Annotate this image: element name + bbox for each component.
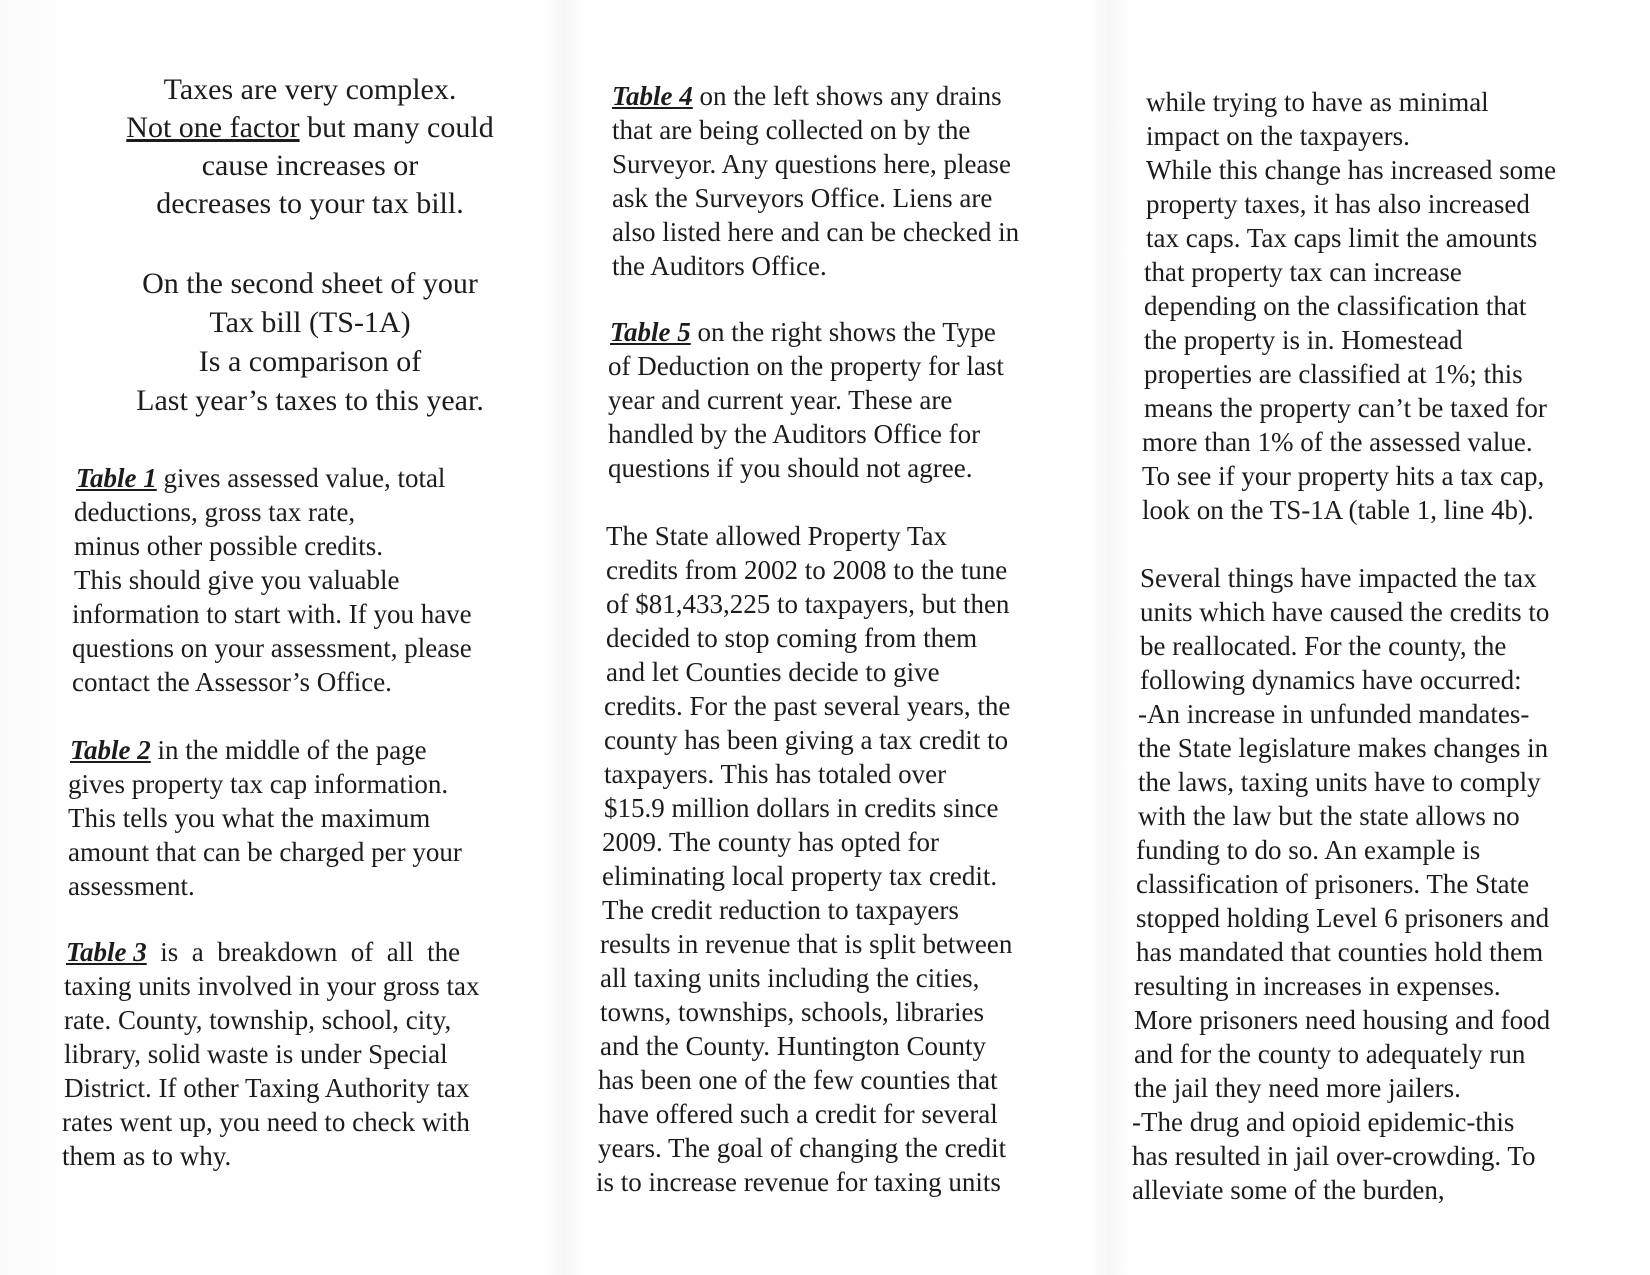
paragraph-line: be reallocated. For the county, the [1140, 631, 1507, 661]
intro-text: Taxes are very complex. [163, 73, 457, 106]
paragraph-line [612, 80, 1002, 112]
paragraph-line: properties are classified at 1%; this [1144, 359, 1523, 389]
paragraph-line: library, solid waste is under Special [64, 1039, 448, 1069]
paragraph-line: stopped holding Level 6 prisoners and [1136, 903, 1550, 933]
paragraph-line: years. The goal of changing the credit [598, 1133, 1007, 1163]
paragraph-line: While this change has increased some [1146, 155, 1557, 185]
table4-label: Table 4 [612, 81, 693, 111]
second-sheet-line: Last year’s taxes to this year. [136, 384, 484, 417]
table3-label: Table 3 [66, 937, 147, 967]
paragraph-line: decided to stop coming from them [606, 623, 978, 653]
paragraph-line: questions if you should not agree. [608, 453, 973, 483]
paragraph-line: following dynamics have occurred: [1140, 665, 1522, 695]
paragraph-line: taxpayers. This has totaled over [604, 759, 947, 789]
paragraph-text: is a breakdown of all the [146, 937, 461, 967]
paragraph-line: has been one of the few counties that [598, 1065, 998, 1095]
paragraph-line: credits. For the past several years, the [604, 691, 1011, 721]
paragraph-line: of Deduction on the property for last [608, 351, 1004, 381]
paragraph-line: has mandated that counties hold them [1136, 937, 1544, 967]
paragraph-line: year and current year. These are [608, 385, 953, 415]
paragraph-line: -The drug and opioid epidemic-this [1132, 1107, 1515, 1137]
paragraph-line: $15.9 million dollars in credits since [604, 793, 999, 823]
paragraph-line: resulting in increases in expenses. [1134, 971, 1501, 1001]
paragraph-line: while trying to have as minimal [1146, 87, 1489, 117]
paragraph-line: that are being collected on by the [612, 115, 971, 145]
paragraph-line: classification of prisoners. The State [1136, 869, 1530, 899]
paragraph-line: that property tax can increase [1144, 257, 1462, 287]
paragraph-line: and the County. Huntington County [600, 1031, 986, 1061]
paragraph-line: alleviate some of the burden, [1132, 1175, 1445, 1205]
second-sheet-line: On the second sheet of your [142, 267, 478, 300]
paragraph-line: This should give you valuable [74, 565, 400, 595]
intro-text: but many could [299, 111, 494, 144]
paragraph-line: has resulted in jail over-crowding. To [1132, 1141, 1536, 1171]
intro-text: decreases to your tax bill. [156, 187, 464, 220]
paragraph-line: rate. County, township, school, city, [64, 1005, 452, 1035]
paragraph-line: More prisoners need housing and food [1134, 1005, 1551, 1035]
table1-label: Table 1 [76, 463, 157, 493]
intro-line [60, 188, 560, 220]
paragraph-line: amount that can be charged per your [68, 837, 462, 867]
paragraph-line [76, 462, 445, 494]
paragraph-line: and for the county to adequately run [1134, 1039, 1526, 1069]
intro-underlined-text: Not one factor [126, 111, 300, 144]
paragraph-line: the Auditors Office. [612, 251, 827, 281]
paragraph-line: with the law but the state allows no [1138, 801, 1520, 831]
paragraph-line: 2009. The county has opted for [602, 827, 939, 857]
paragraph-line: results in revenue that is split between [600, 929, 1013, 959]
paragraph-line: and let Counties decide to give [606, 657, 940, 687]
second-sheet-line: Tax bill (TS-1A) [209, 306, 411, 339]
paragraph-line: minus other possible credits. [74, 531, 383, 561]
intro-text: cause increases or [201, 149, 419, 182]
paragraph-line: property taxes, it has also increased [1146, 189, 1530, 219]
paragraph-text: gives assessed value, total [156, 463, 446, 493]
paragraph-text: on the left shows any drains [692, 81, 1002, 111]
paragraph-line: the property is in. Homestead [1144, 325, 1463, 355]
paragraph-line [70, 734, 427, 766]
paragraph-line: the jail they need more jailers. [1134, 1073, 1461, 1103]
paragraph-line: have offered such a credit for several [598, 1099, 998, 1129]
paragraph-line: of $81,433,225 to taxpayers, but then [606, 589, 1010, 619]
paragraph-line: eliminating local property tax credit. [602, 861, 998, 891]
paragraph-line: To see if your property hits a tax cap, [1142, 461, 1545, 491]
paragraph-line: The credit reduction to taxpayers [602, 895, 959, 925]
paragraph-line: The State allowed Property Tax [606, 521, 948, 551]
paragraph-line: credits from 2002 to 2008 to the tune [606, 555, 1008, 585]
paragraph-line: all taxing units including the cities, [600, 963, 980, 993]
paragraph-line: more than 1% of the assessed value. [1142, 427, 1533, 457]
paragraph-line: rates went up, you need to check with [62, 1107, 470, 1137]
paragraph-line: District. If other Taxing Authority tax [64, 1073, 470, 1103]
paragraph-line: This tells you what the maximum [68, 803, 431, 833]
intro-line [60, 74, 560, 106]
paragraph-line [610, 316, 996, 348]
paragraph-line: funding to do so. An example is [1136, 835, 1481, 865]
paragraph-line [66, 936, 460, 968]
paragraph-line: county has been giving a tax credit to [604, 725, 1009, 755]
intro-line [60, 112, 560, 144]
paragraph-text: on the right shows the Type [690, 317, 996, 347]
paragraph-line: Surveyor. Any questions here, please [612, 149, 1011, 179]
paragraph-line: Several things have impacted the tax [1140, 563, 1537, 593]
paragraph-line: depending on the classification that [1144, 291, 1527, 321]
paragraph-line: is to increase revenue for taxing units [596, 1167, 1001, 1197]
paragraph-line: units which have caused the credits to [1140, 597, 1550, 627]
paragraph-line: taxing units involved in your gross tax [64, 971, 480, 1001]
paragraph-line: questions on your assessment, please [72, 633, 472, 663]
paragraph-line: look on the TS-1A (table 1, line 4b). [1142, 495, 1534, 525]
paragraph-line: towns, townships, schools, libraries [600, 997, 984, 1027]
paragraph-line: -An increase in unfunded mandates- [1138, 699, 1530, 729]
intro-line [60, 150, 560, 182]
paragraph-text: in the middle of the page [150, 735, 427, 765]
paragraph-line: also listed here and can be checked in [612, 217, 1020, 247]
paragraph-line: them as to why. [62, 1141, 232, 1171]
paragraph-line: the laws, taxing units have to comply [1138, 767, 1541, 797]
paragraph-line: contact the Assessor’s Office. [72, 667, 392, 697]
second-sheet-line: Is a comparison of [198, 345, 422, 378]
paragraph-line: ask the Surveyors Office. Liens are [612, 183, 993, 213]
paragraph-line: handled by the Auditors Office for [608, 419, 981, 449]
paragraph-line: information to start with. If you have [72, 599, 472, 629]
table2-label: Table 2 [70, 735, 151, 765]
paragraph-line: impact on the taxpayers. [1146, 121, 1410, 151]
table5-label: Table 5 [610, 317, 691, 347]
paragraph-line: tax caps. Tax caps limit the amounts [1146, 223, 1538, 253]
paragraph-line: assessment. [68, 871, 195, 901]
paragraph-line: deductions, gross tax rate, [74, 497, 356, 527]
paragraph-line: gives property tax cap information. [68, 769, 449, 799]
paragraph-line: the State legislature makes changes in [1138, 733, 1549, 763]
paragraph-line: means the property can’t be taxed for [1144, 393, 1547, 423]
